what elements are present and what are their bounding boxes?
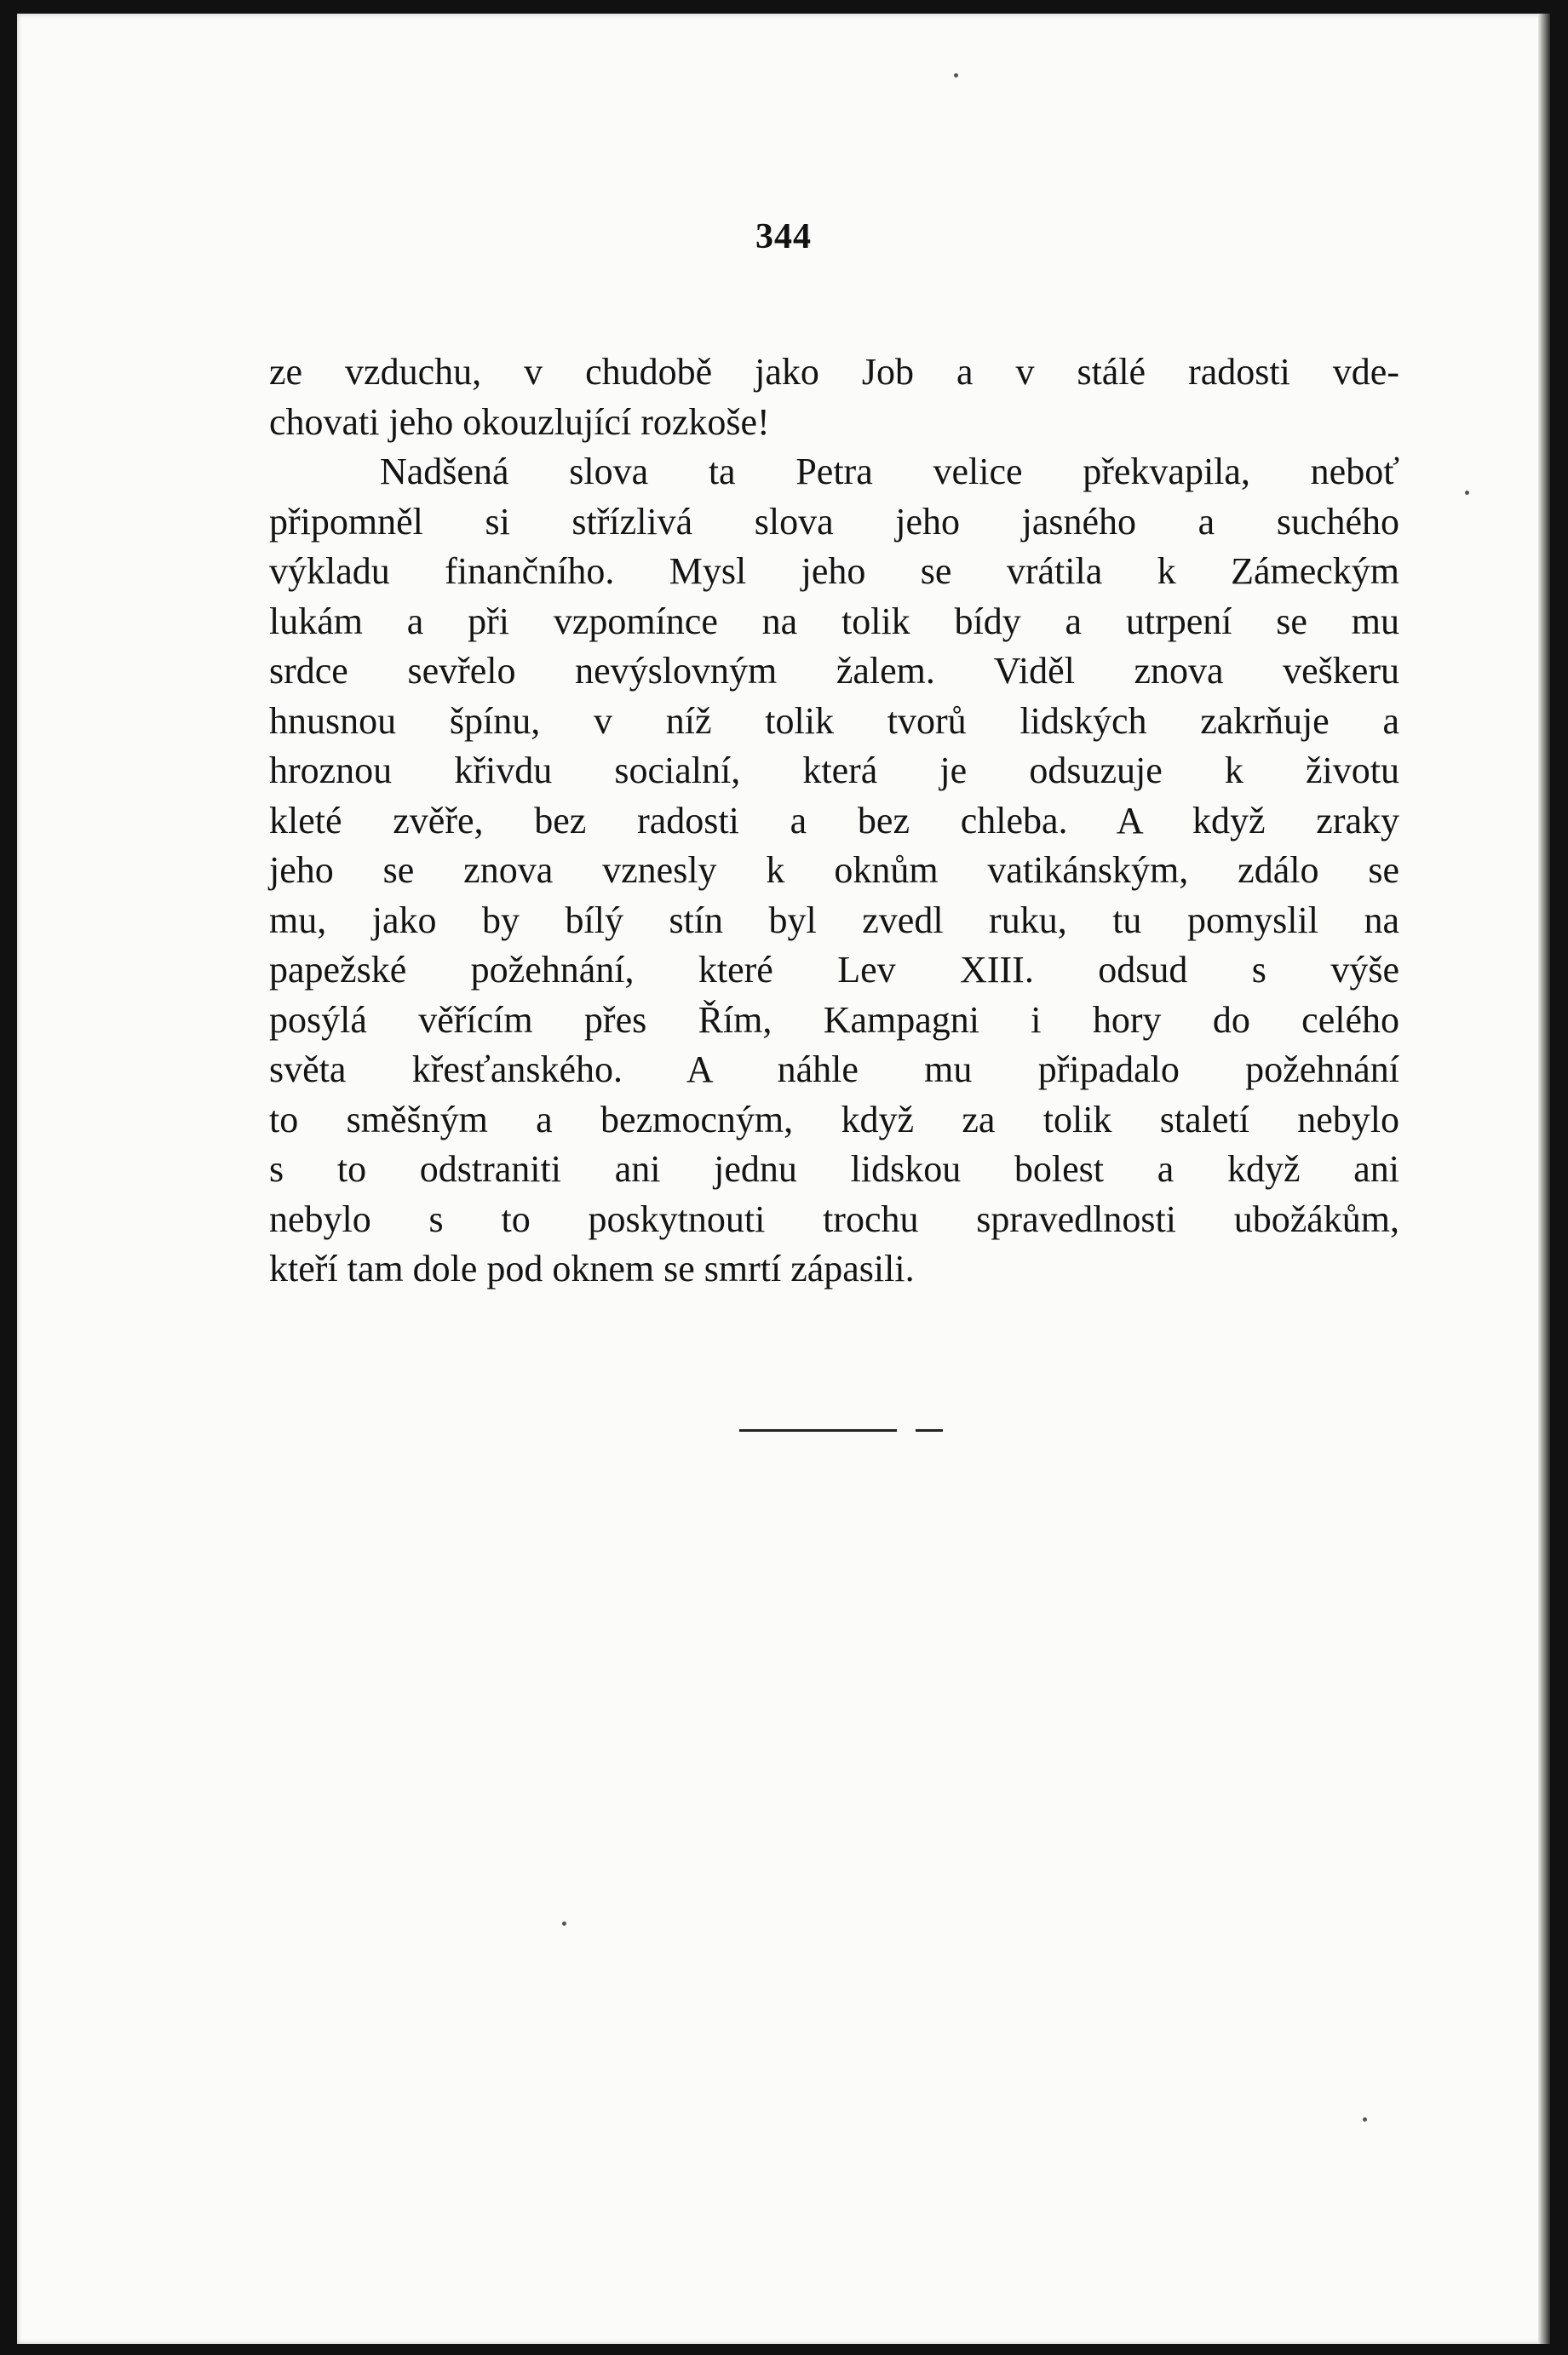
end-rule-short [916,1429,943,1432]
book-page [17,14,1550,2344]
body-text [269,348,1399,1295]
text-line: hroznou křivdu socialní, která je odsuzuje k životu [269,750,1399,791]
text-line: s to odstraniti ani jednu lidskou bolest a když ani [269,1148,1399,1190]
text-line: to směšným a bezmocným, když za tolik staletí nebylo [269,1098,1399,1140]
text-line: nebylo s to poskytnouti trochu spravedlnosti ubožákům, [269,1198,1399,1240]
text-line: lukám a při vzpomínce na tolik bídy a utrpení se mu [269,600,1399,642]
text-line: ze vzduchu, v chudobě jako Job a v stálé radosti vde- [269,351,1399,393]
text-line: papežské požehnání, které Lev XIII. odsud s výše [269,949,1399,991]
text-line: světa křesťanského. A náhle mu připadalo požehnání [269,1048,1399,1090]
text-line: srdce sevřelo nevýslovným žalem. Viděl znova veškeru [269,650,1399,692]
text-line: výkladu finančního. Mysl jeho se vrátila k Zámeckým [269,550,1399,592]
paper-speck [954,73,958,78]
page-number: 344 [755,217,812,256]
paper-speck [1363,2117,1367,2122]
text-line: mu, jako by bílý stín byl zvedl ruku, tu pomyslil na [269,899,1399,941]
text-line: Nadšená slova ta Petra velice překvapila, neboť [380,451,1399,492]
paper-speck [1465,491,1469,495]
end-rule-long [739,1429,897,1432]
paper-speck [562,1921,566,1926]
text-line: jeho se znova vznesly k oknům vatikánským, zdálo se [269,849,1399,891]
text-line: chovati jeho okouzlující rozkoše! [269,400,770,443]
text-line: kleté zvěře, bez radosti a bez chleba. A když zraky [269,799,1399,841]
text-line: posýlá věřícím přes Řím, Kampagni i hory do celého [269,998,1399,1041]
text-line: připomněl si střízlivá slova jeho jasného a suchého [269,500,1399,543]
page-edge-shadow [1538,14,1550,2344]
text-line: hnusnou špínu, v níž tolik tvorů lidských zakrňuje a [269,699,1399,742]
text-line: kteří tam dole pod oknem se smrtí zápasili. [269,1248,915,1290]
